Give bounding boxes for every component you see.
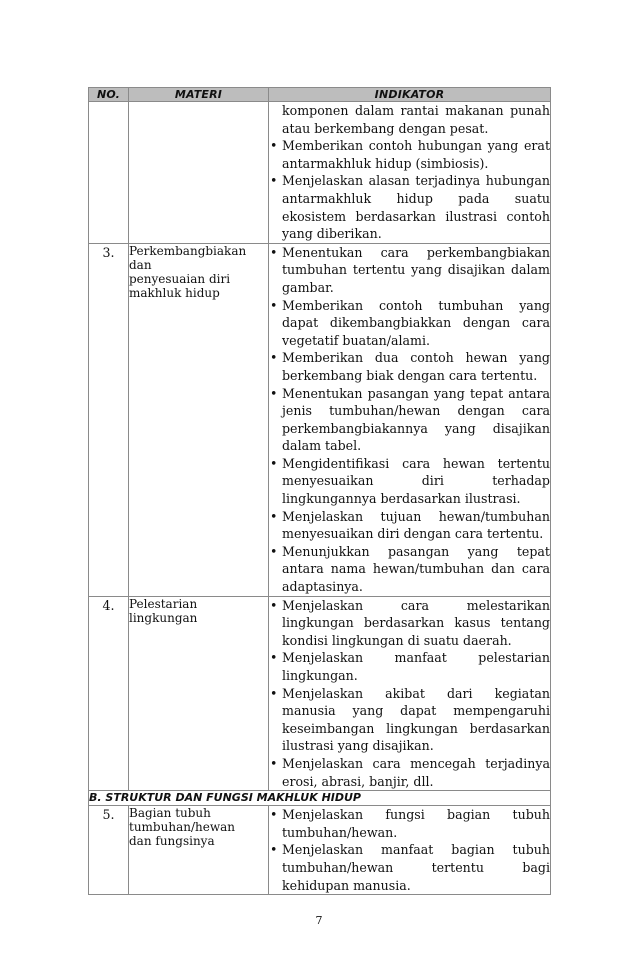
materi-line: dan	[129, 257, 152, 272]
table-row	[89, 243, 551, 596]
materi-line: lingkungan	[129, 610, 198, 625]
materi-line: penyesuaian diri	[129, 271, 231, 286]
indicator-item: • Memberikan dua contoh hewan yang berkembang biak dengan cara tertentu.	[269, 349, 550, 384]
indikator-cell	[269, 102, 551, 244]
materi-line: tumbuhan/hewan	[129, 820, 235, 835]
indicator-list	[269, 597, 550, 791]
table-row	[89, 102, 551, 244]
indikator-cell	[269, 596, 551, 791]
indicator-item: • Menjelaskan tujuan hewan/tumbuhan menyesuaikan diri dengan cara tertentu.	[269, 508, 550, 543]
row-number: 4.	[89, 596, 129, 791]
indikator-cell	[269, 806, 551, 895]
indicator-item: • Memberikan contoh hubungan yang erat antarmakhluk hidup (simbiosis).	[269, 137, 550, 172]
indicator-item: • Menjelaskan manfaat bagian tubuh tumbuhan/hewan tertentu bagi kehidupan manusia.	[269, 841, 550, 894]
page-number: 7	[315, 914, 323, 927]
materi-cell	[129, 596, 269, 791]
header-no: NO.	[89, 88, 129, 102]
indicator-item: • Memberikan contoh tumbuhan yang dapat dikembangbiakkan dengan cara vegetatif buatan/alami.	[269, 297, 550, 350]
materi-line: Pelestarian	[129, 596, 198, 611]
table-row	[89, 596, 551, 791]
materi-cell	[129, 102, 269, 244]
section-heading: B. STRUKTUR DAN FUNGSI MAKHLUK HIDUP	[89, 791, 551, 806]
indicator-continuation: komponen dalam rantai makanan punah atau berkembang dengan pesat.	[282, 103, 550, 136]
materi-line: dan fungsinya	[129, 834, 215, 849]
materi-line: Bagian tubuh	[129, 806, 211, 821]
materi-cell	[129, 243, 269, 596]
section-row	[89, 791, 551, 806]
indicator-item: • Menjelaskan cara melestarikan lingkungan berdasarkan kasus tentang kondisi lingkungan di suatu daerah.	[269, 597, 550, 650]
indicator-item: • Menjelaskan alasan terjadinya hubungan antarmakhluk hidup pada suatu ekosistem berdasarkan ilustrasi contoh yang diberikan.	[269, 172, 550, 242]
row-number: 5.	[89, 806, 129, 895]
indicator-item: • Menentukan pasangan yang tepat antara jenis tumbuhan/hewan dengan cara perkembangbiakannya yang disajikan dalam tabel.	[269, 385, 550, 455]
indicator-item: • Menjelaskan cara mencegah terjadinya erosi, abrasi, banjir, dll.	[269, 755, 550, 790]
indicator-item: • Mengidentifikasi cara hewan tertentu menyesuaikan diri terhadap lingkungannya berdasarkan ilustrasi.	[269, 455, 550, 508]
table-body	[89, 102, 551, 895]
indicator-item: • Menjelaskan manfaat pelestarian lingkungan.	[269, 649, 550, 684]
indicator-list	[269, 806, 550, 894]
indicator-item: • Menjelaskan akibat dari kegiatan manusia yang dapat mempengaruhi keseimbangan lingkungan berdasarkan ilustrasi yang disajikan.	[269, 685, 550, 755]
table-row	[89, 806, 551, 895]
header-row	[89, 88, 551, 102]
materi-line: makhluk hidup	[129, 285, 220, 300]
indicator-list	[269, 244, 550, 596]
indicator-item: • Menentukan cara perkembangbiakan tumbuhan tertentu yang disajikan dalam gambar.	[269, 244, 550, 297]
indicator-item: • Menunjukkan pasangan yang tepat antara nama hewan/tumbuhan dan cara adaptasinya.	[269, 543, 550, 596]
header-indikator: INDIKATOR	[269, 88, 551, 102]
indicator-table	[88, 87, 551, 895]
materi-line: Perkembangbiakan	[129, 243, 247, 258]
header-materi: MATERI	[129, 88, 269, 102]
row-number	[89, 102, 129, 244]
indicator-list	[269, 102, 550, 243]
row-number: 3.	[89, 243, 129, 596]
indicator-item: • Menjelaskan fungsi bagian tubuh tumbuhan/hewan.	[269, 806, 550, 841]
indikator-cell	[269, 243, 551, 596]
materi-cell	[129, 806, 269, 895]
